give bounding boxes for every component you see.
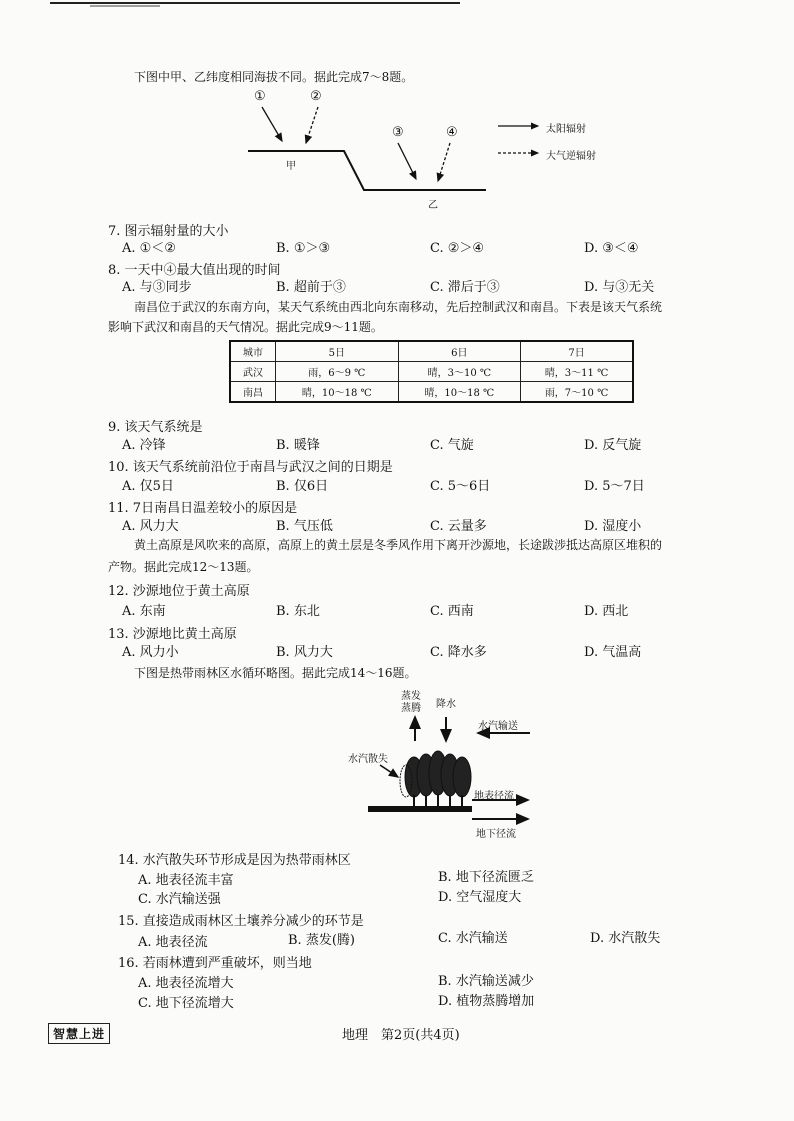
table-header-row bbox=[230, 341, 633, 362]
table-row bbox=[230, 362, 633, 382]
q8-stem: 8. 一天中④最大值出现的时间 bbox=[108, 263, 281, 278]
q11-opt-b: B. 气压低 bbox=[276, 519, 333, 534]
q7-opt-d: D. ③＜④ bbox=[584, 241, 639, 256]
q16-opt-b: B. 水汽输送减少 bbox=[438, 974, 534, 989]
label-evaporation: 蒸发 bbox=[401, 691, 421, 702]
table-cell: 晴，3～10 ℃ bbox=[398, 362, 521, 382]
label-vapor-transport: 水汽输送 bbox=[478, 721, 518, 732]
q16-opt-d: D. 植物蒸腾增加 bbox=[438, 994, 535, 1009]
table-cell: 雨，7～10 ℃ bbox=[521, 382, 633, 403]
table-cell: 晴，10～18 ℃ bbox=[398, 382, 521, 403]
intro-9-11-line1: 南昌位于武汉的东南方向，某天气系统由西北向东南移动，先后控制武汉和南昌。下表是该天气系统 bbox=[134, 300, 663, 314]
q14-opt-a: A. 地表径流丰富 bbox=[138, 873, 234, 888]
q15-stem: 15. 直接造成雨林区土壤养分减少的环节是 bbox=[118, 914, 364, 929]
table-cell: 晴，3～11 ℃ bbox=[521, 362, 633, 382]
q8-opt-a: A. 与③同步 bbox=[122, 280, 192, 295]
q10-opt-c: C. 5～6日 bbox=[430, 479, 491, 494]
table-cell: 武汉 bbox=[230, 362, 276, 382]
q10-stem: 10. 该天气系统前沿位于南昌与武汉之间的日期是 bbox=[108, 460, 393, 475]
q16-opt-c: C. 地下径流增大 bbox=[138, 996, 234, 1011]
q10-opt-a: A. 仅5日 bbox=[122, 479, 174, 494]
q13-opt-d: D. 气温高 bbox=[584, 645, 642, 660]
table-header: 城市 bbox=[230, 341, 276, 362]
top-border bbox=[0, 0, 794, 10]
q11-opt-d: D. 湿度小 bbox=[584, 519, 642, 534]
q13-opt-c: C. 降水多 bbox=[430, 645, 487, 660]
q10-opt-d: D. 5～7日 bbox=[584, 479, 645, 494]
label-circle-3: ③ bbox=[392, 125, 404, 140]
q12-opt-b: B. 东北 bbox=[276, 604, 320, 619]
q11-opt-a: A. 风力大 bbox=[122, 519, 179, 534]
table-header: 6日 bbox=[398, 341, 521, 362]
q14-opt-d: D. 空气湿度大 bbox=[438, 890, 522, 905]
label-yi: 乙 bbox=[428, 200, 438, 211]
page-number: 地理 第2页(共4页) bbox=[342, 1028, 460, 1043]
intro-12-13-line1: 黄土高原是风吹来的高原，高原上的黄土层是冬季风作用下离开沙源地，长途跋涉抵达高原区堆积的 bbox=[134, 538, 663, 552]
q9-opt-a: A. 冷锋 bbox=[122, 438, 166, 453]
q15-opt-c: C. 水汽输送 bbox=[438, 931, 508, 946]
q7-stem: 7. 图示辐射量的大小 bbox=[108, 224, 229, 239]
label-transpiration: 蒸腾 bbox=[401, 703, 421, 714]
q7-opt-a: A. ①＜② bbox=[122, 241, 176, 256]
q10-opt-b: B. 仅6日 bbox=[276, 479, 329, 494]
table-cell: 晴，10～18 ℃ bbox=[276, 382, 399, 403]
q9-opt-d: D. 反气旋 bbox=[584, 438, 642, 453]
q12-opt-c: C. 西南 bbox=[430, 604, 474, 619]
q13-stem: 13. 沙源地比黄土高原 bbox=[108, 627, 237, 642]
label-circle-1: ① bbox=[254, 89, 266, 104]
q13-opt-a: A. 风力小 bbox=[122, 645, 179, 660]
q11-opt-c: C. 云量多 bbox=[430, 519, 487, 534]
q12-opt-d: D. 西北 bbox=[584, 604, 629, 619]
q15-opt-d: D. 水汽散失 bbox=[590, 931, 661, 946]
table-row bbox=[230, 382, 633, 403]
q7-opt-c: C. ②＞④ bbox=[430, 241, 485, 256]
q9-opt-c: C. 气旋 bbox=[430, 438, 474, 453]
weather-table bbox=[229, 340, 634, 403]
q12-stem: 12. 沙源地位于黄土高原 bbox=[108, 584, 250, 599]
q8-opt-d: D. 与③无关 bbox=[584, 280, 655, 295]
label-circle-2: ② bbox=[310, 89, 322, 104]
q14-stem: 14. 水汽散失环节形成是因为热带雨林区 bbox=[118, 853, 351, 868]
q16-opt-a: A. 地表径流增大 bbox=[138, 976, 234, 991]
q12-opt-a: A. 东南 bbox=[122, 604, 166, 619]
q8-opt-b: B. 超前于③ bbox=[276, 280, 346, 295]
table-header: 7日 bbox=[521, 341, 633, 362]
table-header: 5日 bbox=[276, 341, 399, 362]
legend-counter: 大气逆辐射 bbox=[546, 151, 596, 162]
label-vapor-loss: 水汽散失 bbox=[348, 754, 388, 765]
label-circle-4: ④ bbox=[446, 125, 458, 140]
intro-14-16: 下图是热带雨林区水循环略图。据此完成14～16题。 bbox=[134, 666, 417, 680]
q15-opt-b: B. 蒸发(腾) bbox=[288, 933, 355, 948]
q15-opt-a: A. 地表径流 bbox=[138, 935, 208, 950]
q7-opt-b: B. ①＞③ bbox=[276, 241, 331, 256]
q9-opt-b: B. 暖锋 bbox=[276, 438, 320, 453]
label-surface-runoff: 地表径流 bbox=[474, 791, 514, 802]
label-jia: 甲 bbox=[286, 161, 296, 172]
table-cell: 南昌 bbox=[230, 382, 276, 403]
intro-12-13-line2: 产物。据此完成12～13题。 bbox=[108, 560, 259, 574]
q14-opt-c: C. 水汽输送强 bbox=[138, 892, 221, 907]
intro-7-8: 下图中甲、乙纬度相同海拔不同。据此完成7～8题。 bbox=[134, 70, 414, 84]
q13-opt-b: B. 风力大 bbox=[276, 645, 333, 660]
q8-opt-c: C. 滞后于③ bbox=[430, 280, 500, 295]
q9-stem: 9. 该天气系统是 bbox=[108, 420, 203, 435]
q14-opt-b: B. 地下径流匮乏 bbox=[438, 870, 534, 885]
brand-logo: 智慧上进 bbox=[48, 1023, 110, 1044]
label-rain: 降水 bbox=[436, 699, 456, 710]
intro-9-11-line2: 影响下武汉和南昌的天气情况。据此完成9～11题。 bbox=[108, 320, 383, 334]
q16-stem: 16. 若雨林遭到严重破坏，则当地 bbox=[118, 956, 312, 971]
table-cell: 雨，6～9 ℃ bbox=[276, 362, 399, 382]
legend-solar: 太阳辐射 bbox=[546, 124, 586, 135]
label-subsurface-runoff: 地下径流 bbox=[476, 829, 516, 840]
q11-stem: 11. 7日南昌日温差较小的原因是 bbox=[108, 501, 298, 516]
